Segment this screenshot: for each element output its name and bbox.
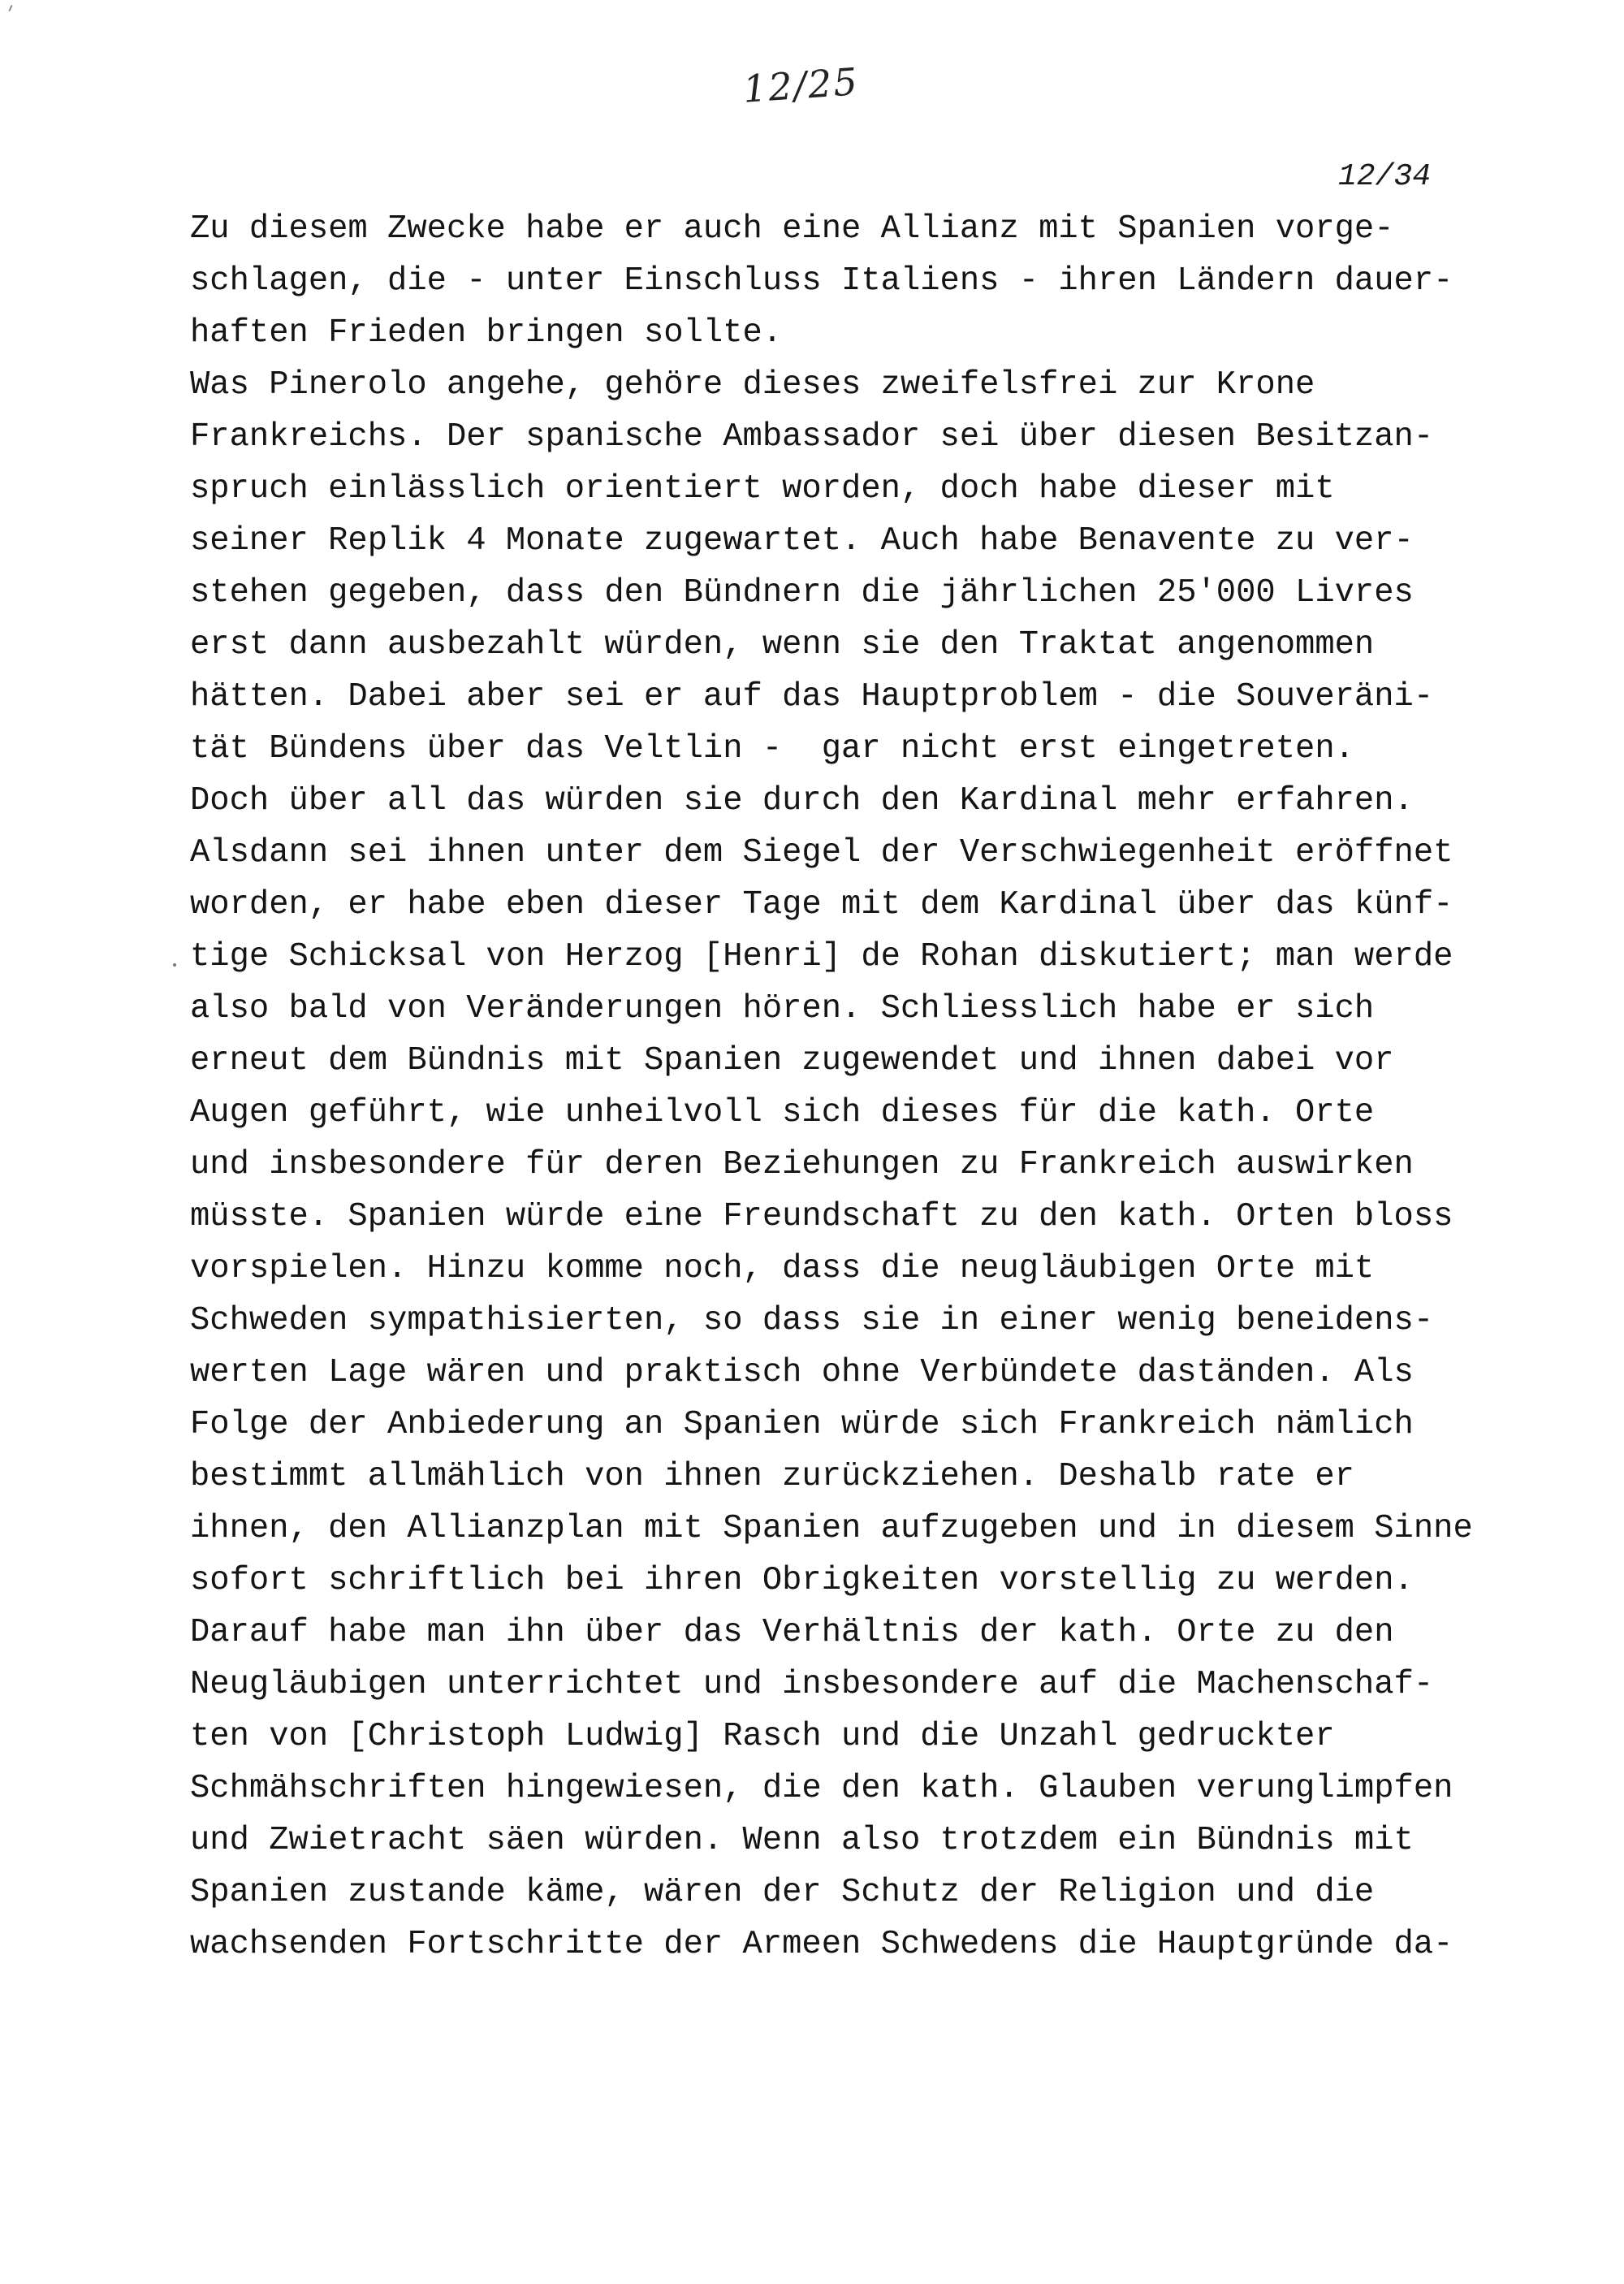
text-line: ten von [Christoph Ludwig] Rasch und die Unzahl gedruckter xyxy=(190,1718,1335,1755)
text-line: werten Lage wären und praktisch ohne Verbündete daständen. Als xyxy=(190,1354,1414,1391)
text-line: Frankreichs. Der spanische Ambassador sei über diesen Besitzan- xyxy=(190,418,1434,456)
text-line: haften Frieden bringen sollte. xyxy=(190,314,783,352)
text-line: Was Pinerolo angehe, gehöre dieses zweifelsfrei zur Krone xyxy=(190,366,1315,404)
text-line: erst dann ausbezahlt würden, wenn sie den Traktat angenommen xyxy=(190,626,1375,664)
text-line: wachsenden Fortschritte der Armeen Schwedens die Hauptgründe da- xyxy=(190,1926,1453,1963)
text-line: hätten. Dabei aber sei er auf das Hauptproblem - die Souveräni- xyxy=(190,678,1434,716)
text-line: Schmähschriften hingewiesen, die den kath. Glauben verunglimpfen xyxy=(190,1770,1453,1807)
text-line: stehen gegeben, dass den Bündnern die jährlichen 25'000 Livres xyxy=(190,574,1414,612)
text-line: Zu diesem Zwecke habe er auch eine Allianz mit Spanien vorge- xyxy=(190,210,1394,248)
text-line: Neugläubigen unterrichtet und insbesondere auf die Machenschaf- xyxy=(190,1666,1434,1703)
body-text xyxy=(190,203,1624,1970)
text-line: also bald von Veränderungen hören. Schliesslich habe er sich xyxy=(190,990,1375,1027)
text-line: Folge der Anbiederung an Spanien würde sich Frankreich nämlich xyxy=(190,1406,1414,1443)
text-line: Schweden sympathisierten, so dass sie in einer wenig beneidens- xyxy=(190,1302,1434,1339)
text-line: müsste. Spanien würde eine Freundschaft zu den kath. Orten bloss xyxy=(190,1198,1453,1235)
text-line: schlagen, die - unter Einschluss Italiens - ihren Ländern dauer- xyxy=(190,262,1453,300)
text-line: erneut dem Bündnis mit Spanien zugewendet und ihnen dabei vor xyxy=(190,1042,1394,1079)
text-line: seiner Replik 4 Monate zugewartet. Auch habe Benavente zu ver- xyxy=(190,522,1414,560)
scan-speck xyxy=(173,963,176,967)
text-line: spruch einlässlich orientiert worden, doch habe dieser mit xyxy=(190,470,1335,508)
text-line: sofort schriftlich bei ihren Obrigkeiten vorstellig zu werden. xyxy=(190,1562,1414,1599)
handwritten-page-reference: 12/25 xyxy=(741,59,861,111)
text-line: tige Schicksal von Herzog [Henri] de Rohan diskutiert; man werde xyxy=(190,938,1453,975)
text-line: Augen geführt, wie unheilvoll sich dieses für die kath. Orte xyxy=(190,1094,1375,1131)
text-line: und Zwietracht säen würden. Wenn also trotzdem ein Bündnis mit xyxy=(190,1822,1414,1859)
text-line: Alsdann sei ihnen unter dem Siegel der Verschwiegenheit eröffnet xyxy=(190,834,1453,872)
text-line: bestimmt allmählich von ihnen zurückziehen. Deshalb rate er xyxy=(190,1458,1354,1495)
text-line: ihnen, den Allianzplan mit Spanien aufzugeben und in diesem Sinne xyxy=(190,1510,1473,1547)
text-line: worden, er habe eben dieser Tage mit dem Kardinal über das künf- xyxy=(190,886,1453,924)
text-line: und insbesondere für deren Beziehungen zu Frankreich auswirken xyxy=(190,1146,1414,1183)
text-line: vorspielen. Hinzu komme noch, dass die neugläubigen Orte mit xyxy=(190,1250,1375,1287)
scan-corner-mark xyxy=(8,5,12,11)
text-line: Spanien zustande käme, wären der Schutz der Religion und die xyxy=(190,1874,1375,1911)
page-number: 12/34 xyxy=(1338,159,1432,194)
text-line: tät Bündens über das Veltlin - gar nicht erst eingetreten. xyxy=(190,730,1354,768)
text-line: Darauf habe man ihn über das Verhältnis der kath. Orte zu den xyxy=(190,1614,1394,1651)
text-line: Doch über all das würden sie durch den Kardinal mehr erfahren. xyxy=(190,782,1414,820)
